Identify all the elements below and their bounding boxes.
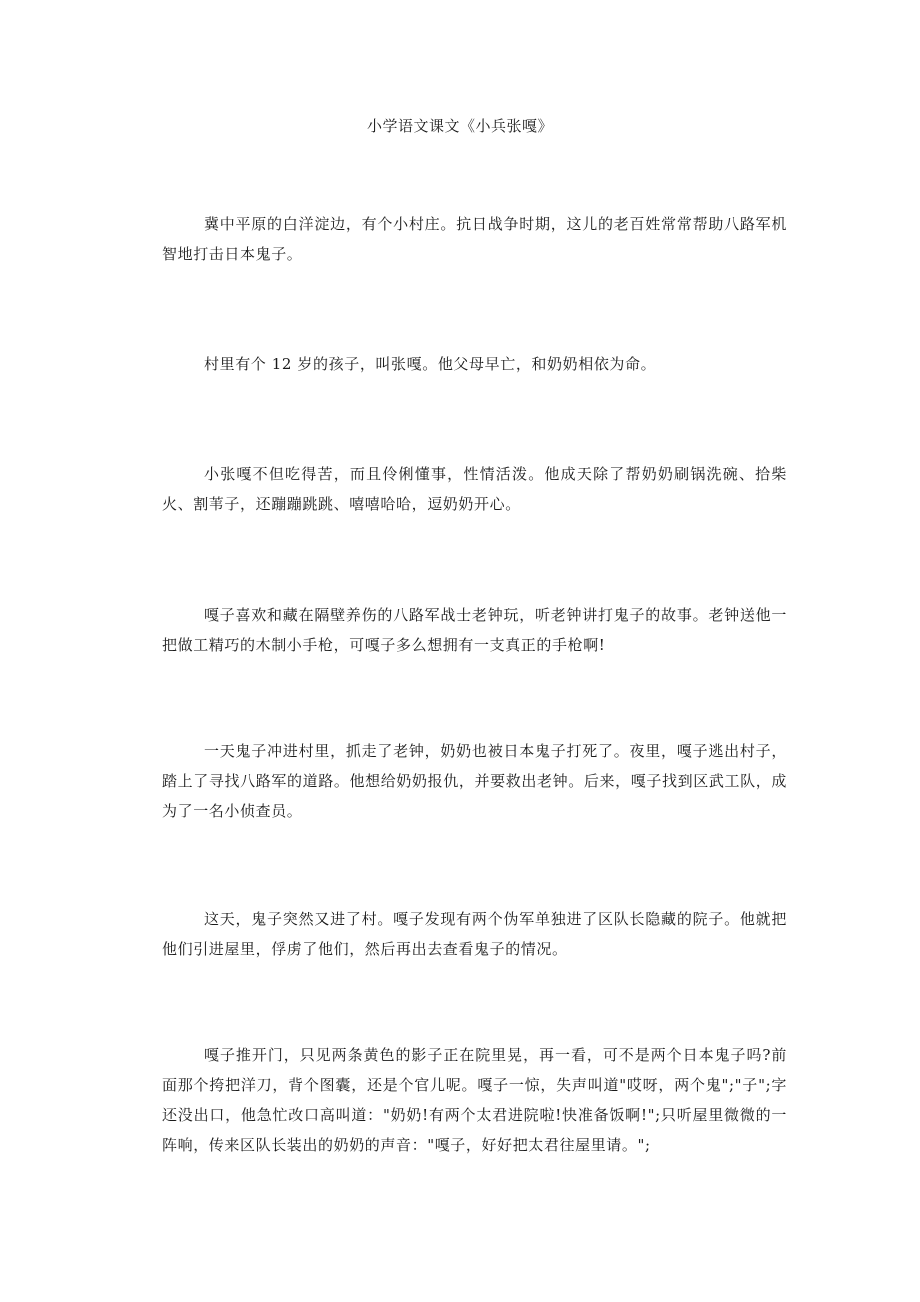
paragraph-7: 嘎子推开门，只见两条黄色的影子正在院里晃，再一看，可不是两个日本鬼子吗?前面那个挎把洋刀，背个图囊，还是个官儿呢。嘎子一惊，失声叫道"哎呀，两个鬼";"子";字还没出口，他急忙改口高叫道："奶奶!有两个太君进院啦!快准备饭啊!";只听屋里微微的一阵响，传来区队长装出的奶奶的声音："嘎子，好好把太君往屋里请。";	[162, 1046, 787, 1154]
paragraph-4: 嘎子喜欢和藏在隔壁养伤的八路军战士老钟玩，听老钟讲打鬼子的故事。老钟送他一把做工精巧的木制小手枪，可嘎子多么想拥有一支真正的手枪啊!	[162, 606, 787, 654]
document-title: 小学语文课文《小兵张嘎》	[366, 117, 553, 135]
paragraph-1: 冀中平原的白洋淀边，有个小村庄。抗日战争时期，这儿的老百姓常常帮助八路军机智地打击日本鬼子。	[162, 215, 787, 263]
paragraph-6: 这天，鬼子突然又进了村。嘎子发现有两个伪军单独进了区队长隐藏的院子。他就把他们引进屋里，俘虏了他们，然后再出去查看鬼子的情况。	[162, 910, 787, 958]
paragraph-3: 小张嘎不但吃得苦，而且伶俐懂事，性情活泼。他成天除了帮奶奶刷锅洗碗、拾柴火、割苇子，还蹦蹦跳跳、嘻嘻哈哈，逗奶奶开心。	[162, 465, 787, 513]
paragraph-5: 一天鬼子冲进村里，抓走了老钟，奶奶也被日本鬼子打死了。夜里，嘎子逃出村子，踏上了寻找八路军的道路。他想给奶奶报仇，并要救出老钟。后来，嘎子找到区武工队，成为了一名小侦查员。	[162, 742, 787, 820]
paragraph-2: 村里有个 12 岁的孩子，叫张嘎。他父母早亡，和奶奶相依为命。	[204, 355, 657, 373]
